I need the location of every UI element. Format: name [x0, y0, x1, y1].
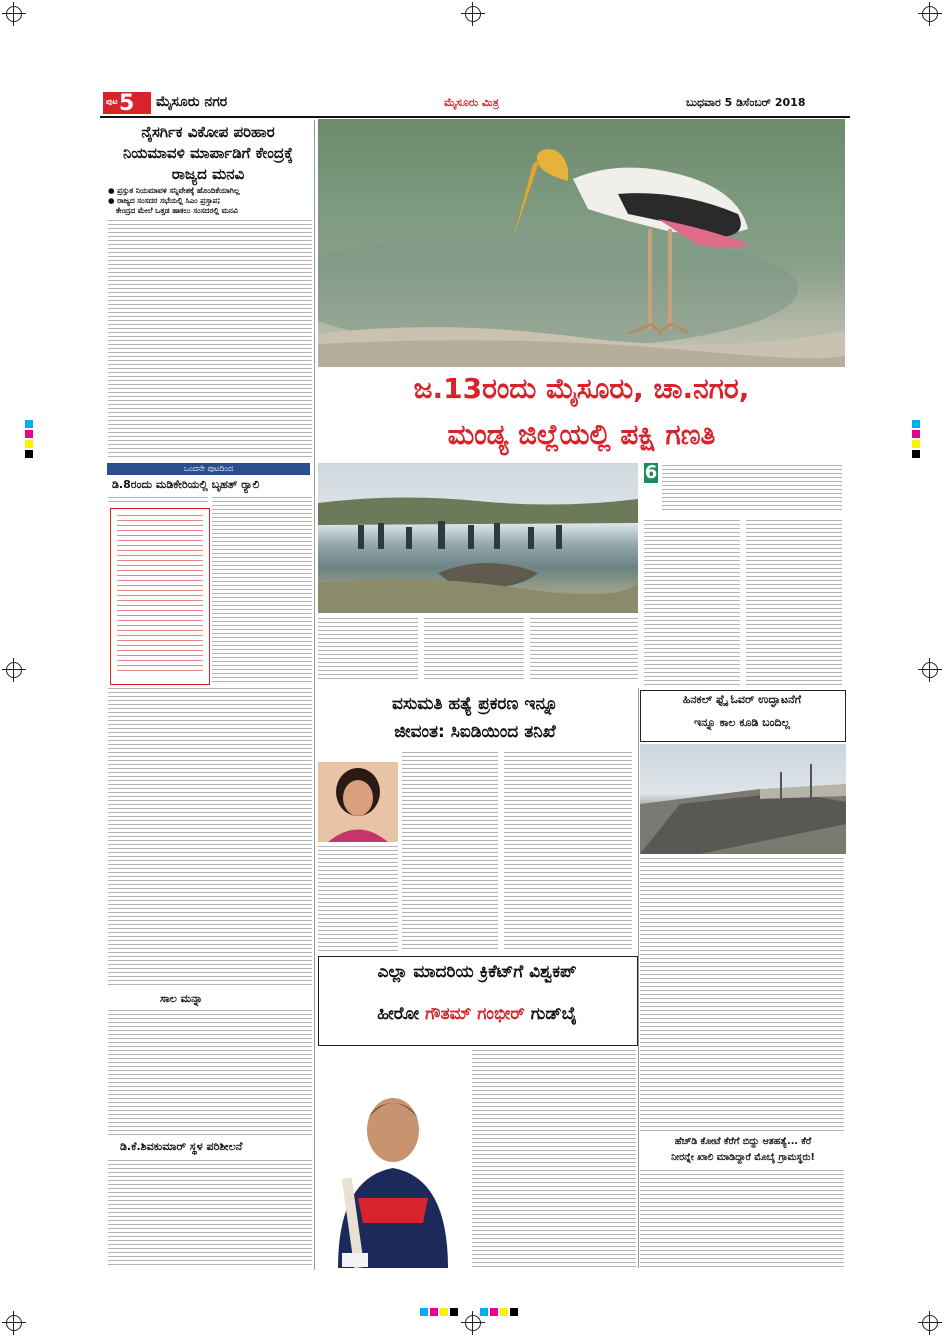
gambhir-photo [318, 1048, 468, 1268]
gambhir-headline-line2: ಹೀರೋ ಗೌತಮ್ ಗಂಭೀರ್ ಗುಡ್‌ಬೈ [377, 1004, 577, 1024]
header-rule [100, 116, 850, 118]
story2-body-col1 [108, 497, 208, 505]
gambhir-body [472, 1050, 636, 1268]
story4-body-text [108, 1160, 312, 1268]
water-headline-line1: ಹೆಚ್‌ಡಿ ಕೋಟೆ ಕೆರೆಗೆ ಬಿದ್ದು ಆತಹತ್ಯೆ... ಕೆರೆ [674, 1136, 812, 1147]
registration-mark [6, 1315, 22, 1331]
registration-mark [465, 1315, 481, 1331]
column-divider [314, 120, 315, 1270]
registration-mark [922, 662, 938, 678]
vasumathi-portrait [318, 762, 398, 842]
story1-headline: ನೈಸರ್ಗಿಕ ವಿಕೋಪ ಪರಿಹಾರ ನಿಯಮಾವಳಿ ಮಾರ್ಪಾಡಿಗೆ ಕೇಂದ್ರಕ್ಕೆ ರಾಜ್ಯದ ಮನವಿ [122, 123, 294, 183]
bullet-item: ● ಪ್ರಸ್ತುತ ನಿಯಮಾವಳಿ ಸನ್ನಿವೇಶಕ್ಕೆ ಹೊಂದಿಕೆಯಾಗಿಲ್ಲ [108, 186, 240, 195]
feature-body-col2 [746, 520, 842, 685]
water-body [640, 1170, 844, 1268]
birdwatchers-photo [318, 463, 638, 613]
flyover-headline-line1: ಹಿನಕಲ್ ಫ್ಲೈ ಓವರ್ ಉದ್ಘಾಟನೆಗೆ [682, 693, 802, 706]
flyover-photo [640, 744, 846, 854]
stork-photo [318, 119, 845, 367]
registration-mark [922, 1315, 938, 1331]
story3-headline: ಸಾಲ ಮನ್ನಾ [160, 992, 203, 1005]
registration-mark [6, 662, 22, 678]
page-number: 5 [119, 91, 135, 116]
water-headline-line2: ನೀರನ್ನೇ ಖಾಲಿ ಮಾಡಿದ್ದಾರೆ ಮೊಬೈ ಗ್ರಾಮಸ್ಥರು! [671, 1152, 815, 1163]
story2-body-col2 [212, 497, 312, 682]
vasumathi-headline-line1: ವಸುಮತಿ ಹತ್ಯೆ ಪ್ರಕರಣ ಇನ್ನೂ [391, 694, 559, 714]
registration-mark [922, 6, 938, 22]
feature-body-col1 [644, 520, 740, 685]
registration-mark [6, 6, 22, 22]
story1-body-text [108, 220, 312, 458]
color-swatch-strip-right [912, 420, 920, 480]
story2-body-wide [108, 688, 312, 986]
vasumathi-body-col1 [402, 752, 498, 952]
page-label: ಪುಟ [106, 97, 118, 106]
bullet-item: ಕೇಂದ್ರದ ಮೇಲೆ ಒತ್ತಡ ಹಾಕಲು ಸಂಸದರಲ್ಲಿ ಮನವಿ [116, 206, 238, 215]
feature-body-colC [530, 618, 638, 680]
column-divider [638, 688, 639, 1268]
registration-mark [465, 6, 481, 22]
issue-date: ಬುಧವಾರ 5 ಡಿಸೆಂಬರ್ 2018 [686, 96, 806, 109]
masthead: ಮೈಸೂರು ಮಿತ್ರ [444, 96, 499, 109]
flyover-body [640, 858, 844, 1133]
feature-headline-line2: ಮಂಡ್ಯ ಜಿಲ್ಲೆಯಲ್ಲಿ ಪಕ್ಷಿ ಗಣತಿ [447, 418, 716, 451]
flyover-headline-line2: ಇನ್ನೂ ಕಾಲ ಕೂಡಿ ಬಂದಿಲ್ಲ [694, 716, 790, 729]
story2-headline: ಡಿ.8ರಂದು ಮಡಿಕೇರಿಯಲ್ಲಿ ಬೃಹತ್ ರ‍್ಯಾಲಿ [112, 478, 260, 491]
story3-body-text [108, 1010, 312, 1135]
story4-headline: ಡಿ.ಕೆ.ಶಿವಕುಮಾರ್ ಸ್ಥಳ ಪರಿಶೀಲನೆ [120, 1140, 243, 1153]
vasumathi-headline-line2: ಜೀವಂತ: ಸಿಐಡಿಯಿಂದ ತನಿಖೆ [394, 722, 556, 742]
color-swatch-strip [420, 1308, 520, 1316]
feature-headline-line1: ಜ.13ರಂದು ಮೈಸೂರು, ಚಾ.ನಗರ, [413, 372, 750, 405]
feature-body-colB [424, 618, 524, 680]
color-swatch-strip-left [25, 420, 33, 480]
section-bar: ಒಂದನೇ ಪುಟದಿಂದ [107, 463, 310, 475]
feature-intro-text [662, 465, 842, 513]
vasumathi-body-col2 [318, 846, 398, 952]
bullet-item: ● ರಾಜ್ಯದ ಸಂಸದರ ಸಭೆಯಲ್ಲಿ ಸಿಎಂ ಪ್ರಸ್ತಾಪ; [108, 196, 221, 205]
pull-quote-box [110, 508, 210, 685]
gambhir-headline-line1: ಎಲ್ಲಾ ಮಾದರಿಯ ಕ್ರಿಕೆಟ್‌ಗೆ ವಿಶ್ವಕಪ್ [377, 962, 577, 982]
vasumathi-body-col3 [504, 752, 632, 952]
feature-body-colA [318, 618, 418, 680]
page-number-box [103, 92, 151, 114]
story1-bullets [108, 186, 312, 216]
dropcap-box: 6 [644, 462, 658, 483]
section-name: ಮೈಸೂರು ನಗರ [156, 94, 228, 110]
